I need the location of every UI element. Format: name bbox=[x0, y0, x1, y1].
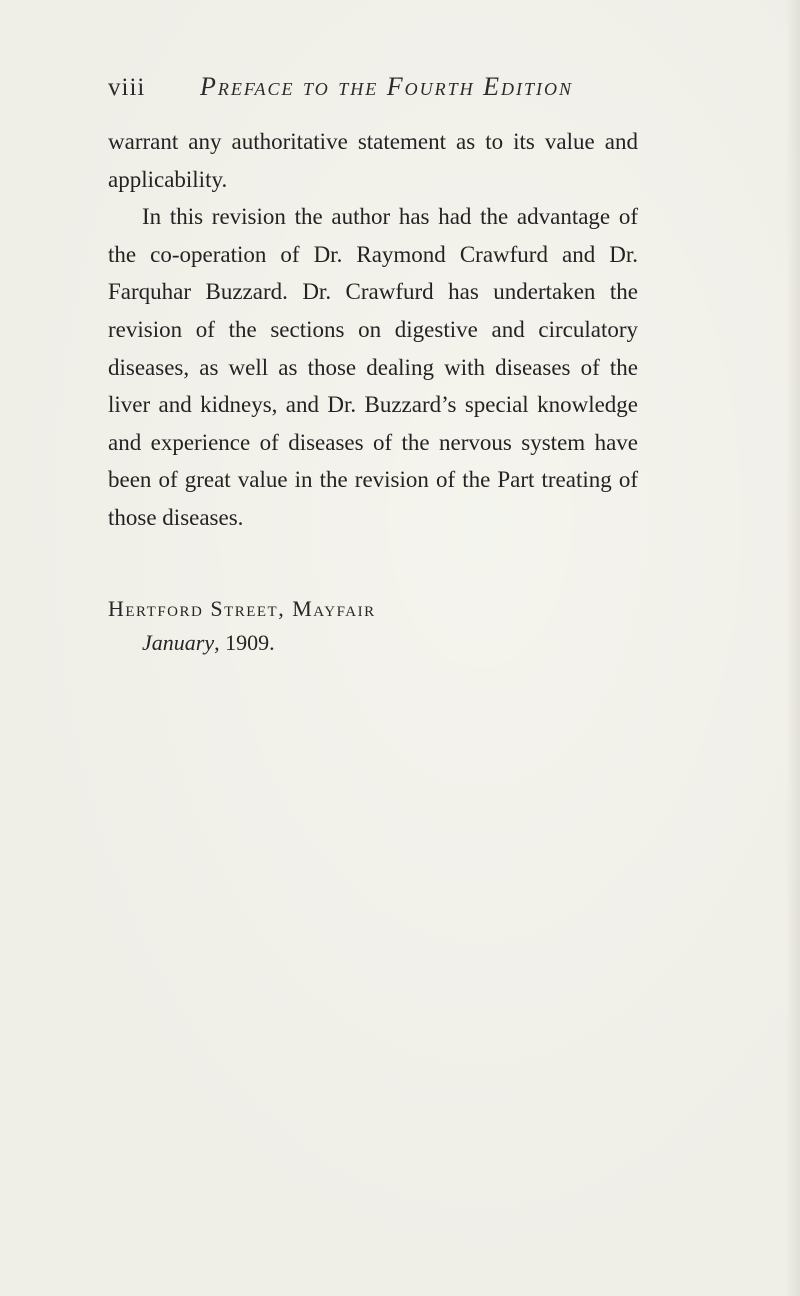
paragraph-revision: In this revision the author has had the advantage of the co-operation of Dr. Raymond Crawfurd and Dr. Farquhar Buzzard. Dr. Crawfurd has undertaken the revision of the sections on digestive and circulatory diseases, as well as those dealing with diseases of the liver and kidneys, and Dr. Buzzard’s special knowledge and experience of diseases of the nervous system have been of great value in the revision of the Part treating of those diseases. bbox=[108, 204, 638, 530]
page-header bbox=[108, 72, 668, 112]
page-edge-shadow bbox=[786, 0, 800, 1296]
signature-year: , 1909. bbox=[214, 630, 275, 655]
signature-block bbox=[108, 592, 668, 660]
signature-month: January bbox=[142, 630, 215, 655]
signature-place: Hertford Street, Mayfair bbox=[108, 596, 376, 621]
preface-text bbox=[108, 123, 638, 537]
running-title: Preface to the Fourth Edition bbox=[200, 72, 574, 101]
signature-date bbox=[142, 626, 668, 660]
page-number: viii bbox=[108, 74, 146, 101]
paragraph-continuation: warrant any authoritative statement as to its value and applicability. bbox=[108, 129, 638, 192]
